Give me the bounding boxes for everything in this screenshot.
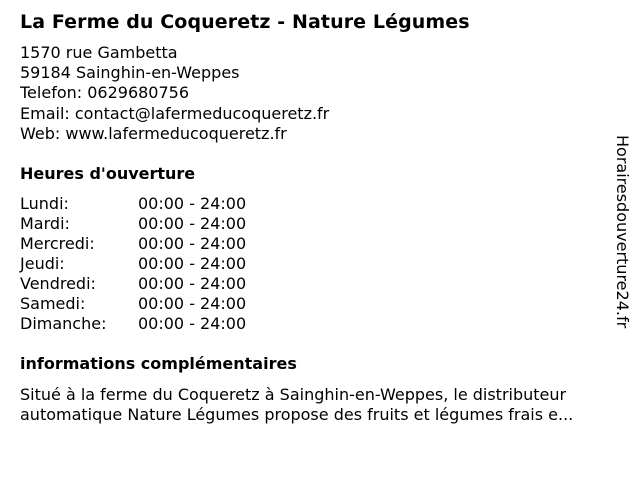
time-range: 00:00 - 24:00 — [138, 294, 247, 313]
day-label: Mercredi: — [20, 234, 95, 253]
info-line: Situé à la ferme du Coqueretz à Sainghin-en-Weppes, le distributeur — [20, 385, 567, 404]
email-line: Email: contact@lafermeducoqueretz.fr — [20, 103, 330, 123]
business-name: La Ferme du Coqueretz - Nature Légumes — [20, 11, 470, 33]
site-watermark — [612, 135, 632, 345]
watermark-text: Horairesdouverture24.fr — [613, 135, 632, 329]
hours-row-wednesday — [20, 234, 320, 254]
hours-row-monday — [20, 194, 320, 214]
day-label: Jeudi: — [20, 254, 65, 273]
web-line: Web: www.lafermeducoqueretz.fr — [20, 123, 287, 143]
info-description — [20, 385, 630, 425]
time-range: 00:00 - 24:00 — [138, 274, 247, 293]
city-postal: 59184 Sainghin-en-Weppes — [20, 63, 240, 83]
day-label: Samedi: — [20, 294, 86, 313]
time-range: 00:00 - 24:00 — [138, 234, 247, 253]
hours-row-thursday — [20, 254, 320, 274]
hours-table — [20, 194, 320, 334]
time-range: 00:00 - 24:00 — [138, 214, 247, 233]
phone-line: Telefon: 0629680756 — [20, 83, 190, 103]
hours-heading: Heures d'ouverture — [20, 164, 196, 183]
street-address: 1570 rue Gambetta — [20, 43, 178, 62]
day-label: Lundi: — [20, 194, 69, 213]
day-label: Dimanche: — [20, 314, 107, 333]
time-range: 00:00 - 24:00 — [138, 194, 247, 213]
info-line: automatique Nature Légumes propose des fruits et légumes frais e... — [20, 405, 574, 424]
info-heading: informations complémentaires — [20, 354, 297, 373]
hours-row-friday — [20, 274, 320, 294]
hours-row-tuesday — [20, 214, 320, 234]
time-range: 00:00 - 24:00 — [138, 314, 247, 333]
time-range: 00:00 - 24:00 — [138, 254, 247, 273]
day-label: Mardi: — [20, 214, 70, 233]
hours-row-sunday — [20, 314, 320, 334]
hours-row-saturday — [20, 294, 320, 314]
contact-block — [20, 43, 329, 144]
day-label: Vendredi: — [20, 274, 96, 293]
